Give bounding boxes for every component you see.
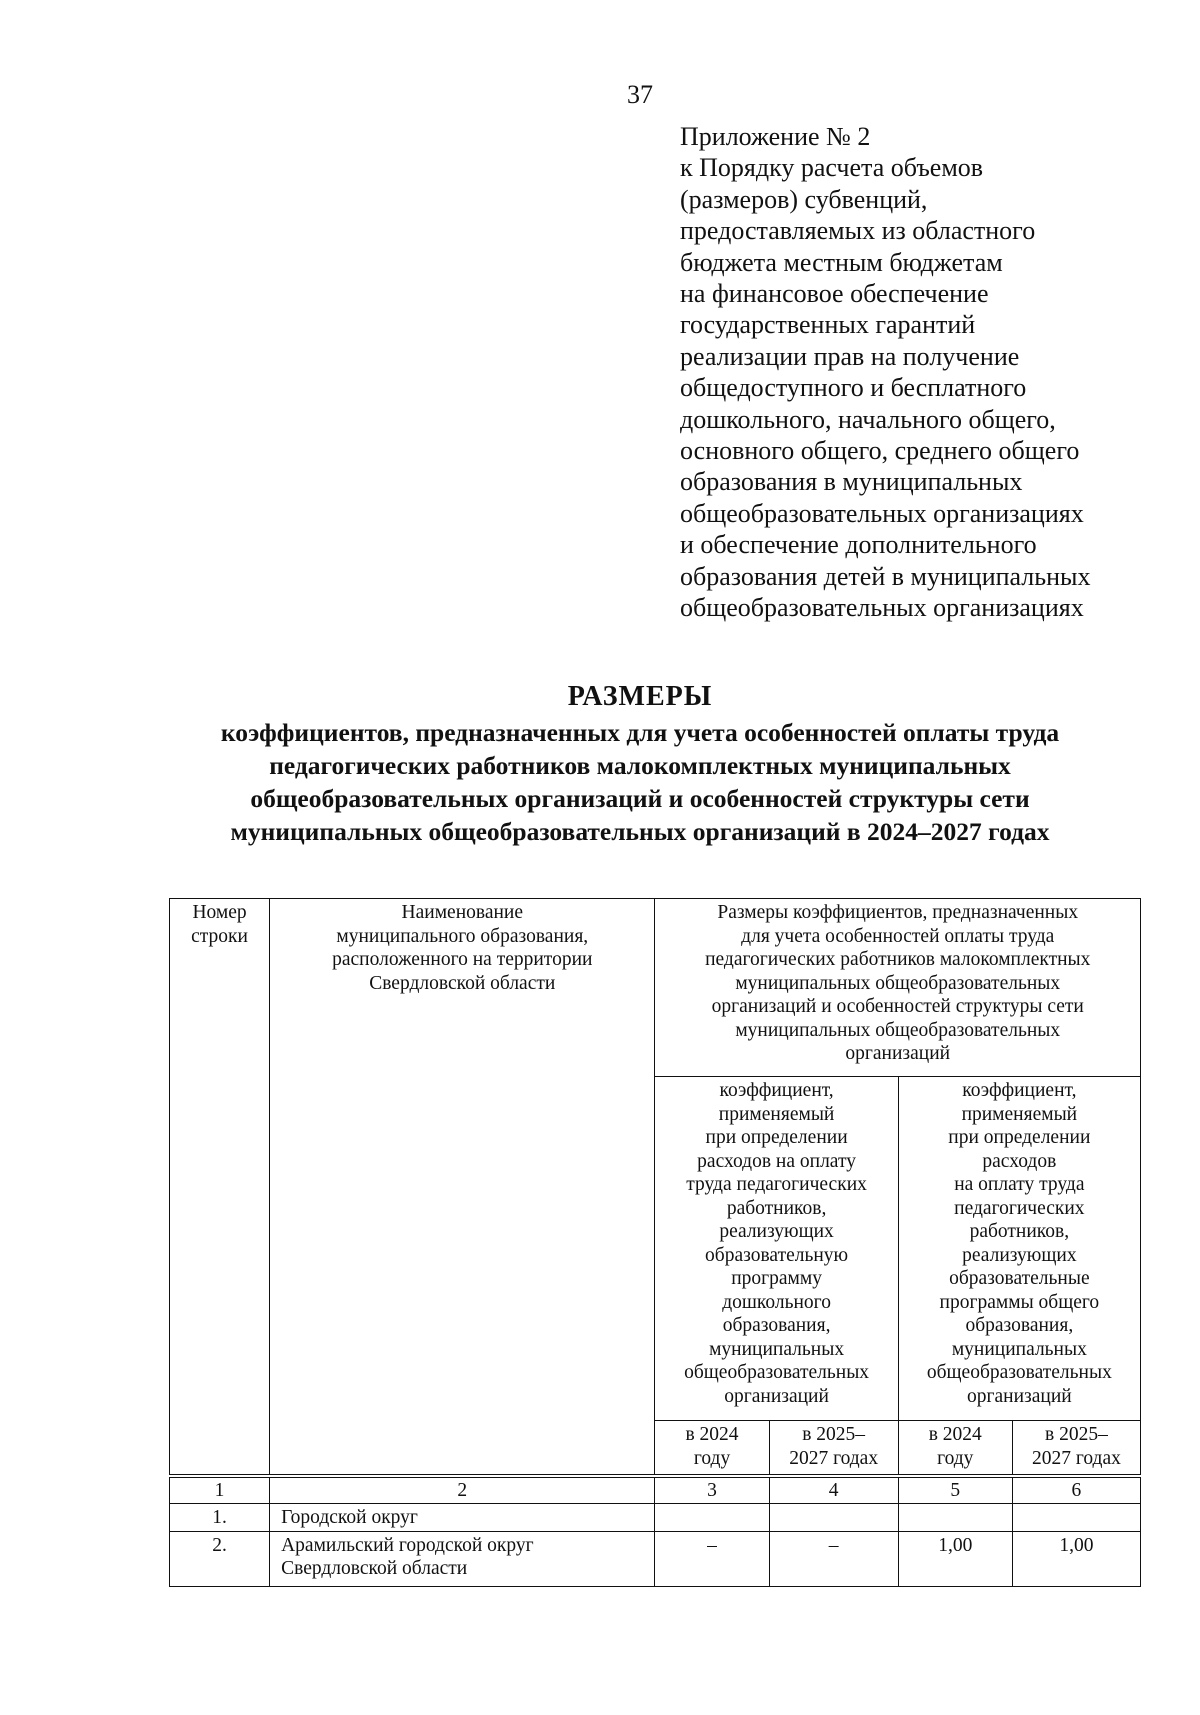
subtitle-line: коэффициентов, предназначенных для учета особенностей оплаты труда <box>220 718 1060 747</box>
header-year-2025-2027: в 2025– 2027 годах <box>1012 1421 1140 1476</box>
header-year-2025-2027: в 2025– 2027 годах <box>769 1421 898 1476</box>
table-row <box>170 1531 1141 1586</box>
row-number: 1. <box>170 1503 270 1531</box>
column-number: 4 <box>769 1476 898 1504</box>
municipality-name: Городской округ <box>270 1503 655 1531</box>
annex-line: образования в муниципальных <box>680 467 1023 497</box>
subtitle-line: педагогических работников малокомплектных муниципальных <box>269 751 1011 780</box>
value-cell <box>898 1503 1012 1531</box>
header-coef-preschool: коэффициент, применяемый при определении расходов на оплату труда педагогических работников, реализующих образовательную программу дошкольного образования, муниципальных общеобразовательных организаций <box>655 1077 898 1421</box>
table-row <box>170 1503 1141 1531</box>
page-number: 37 <box>627 80 653 109</box>
municipality-name: Арамильский городской округ Свердловской области <box>270 1531 655 1586</box>
annex-line: общеобразовательных организациях <box>680 498 1084 528</box>
document-subtitle <box>120 716 1160 848</box>
annex-line: (размеров) субвенций, <box>680 184 928 214</box>
annex-line: основного общего, среднего общего <box>680 436 1080 466</box>
column-number: 2 <box>270 1476 655 1504</box>
annex-line: образования детей в муниципальных <box>680 561 1091 591</box>
column-number: 1 <box>170 1476 270 1504</box>
header-municipality-name: Наименование муниципального образования, расположенного на территории Свердловской области <box>270 899 655 1476</box>
header-year-2024: в 2024 году <box>655 1421 769 1476</box>
value-cell: 1,00 <box>898 1531 1012 1586</box>
annex-block <box>680 121 1180 624</box>
column-number: 6 <box>1012 1476 1140 1504</box>
value-cell: – <box>769 1531 898 1586</box>
value-cell <box>655 1503 769 1531</box>
column-number: 3 <box>655 1476 769 1504</box>
header-year-2024: в 2024 году <box>898 1421 1012 1476</box>
annex-line: и обеспечение дополнительного <box>680 530 1037 560</box>
value-cell <box>769 1503 898 1531</box>
value-cell <box>1012 1503 1140 1531</box>
annex-line: дошкольного, начального общего, <box>680 404 1056 434</box>
annex-line: государственных гарантий <box>680 310 976 340</box>
document-heading <box>120 678 1160 848</box>
column-number: 5 <box>898 1476 1012 1504</box>
coefficients-table <box>169 898 1141 1587</box>
row-number: 2. <box>170 1531 270 1586</box>
document-title: РАЗМЕРЫ <box>567 681 713 712</box>
annex-line: общедоступного и бесплатного <box>680 373 1027 403</box>
annex-line: предоставляемых из областного <box>680 216 1036 246</box>
annex-line: общеобразовательных организациях <box>680 593 1084 623</box>
column-number-row <box>170 1476 1141 1504</box>
header-coef-general: коэффициент, применяемый при определении расходов на оплату труда педагогических работников, реализующих образовательные программы общего образования, муниципальных общеобразовательных организаций <box>898 1077 1140 1421</box>
value-cell: – <box>655 1531 769 1586</box>
subtitle-line: общеобразовательных организаций и особенностей структуры сети <box>250 784 1030 813</box>
annex-line: Приложение № 2 <box>680 122 871 151</box>
annex-line: бюджета местным бюджетам <box>680 247 1003 277</box>
annex-line: на финансовое обеспечение <box>680 279 989 309</box>
annex-line: к Порядку расчета объемов <box>680 153 984 183</box>
header-coefficient-sizes: Размеры коэффициентов, предназначенных для учета особенностей оплаты труда педагогических работников малокомплектных муниципальных общеобразовательных организаций и особенностей структуры сети муниципальных общеобразовательных организаций <box>655 899 1141 1077</box>
header-row-number: Номер строки <box>170 899 270 1476</box>
subtitle-line: муниципальных общеобразовательных организаций в 2024–2027 годах <box>230 817 1050 846</box>
value-cell: 1,00 <box>1012 1531 1140 1586</box>
annex-line: реализации прав на получение <box>680 341 1020 371</box>
